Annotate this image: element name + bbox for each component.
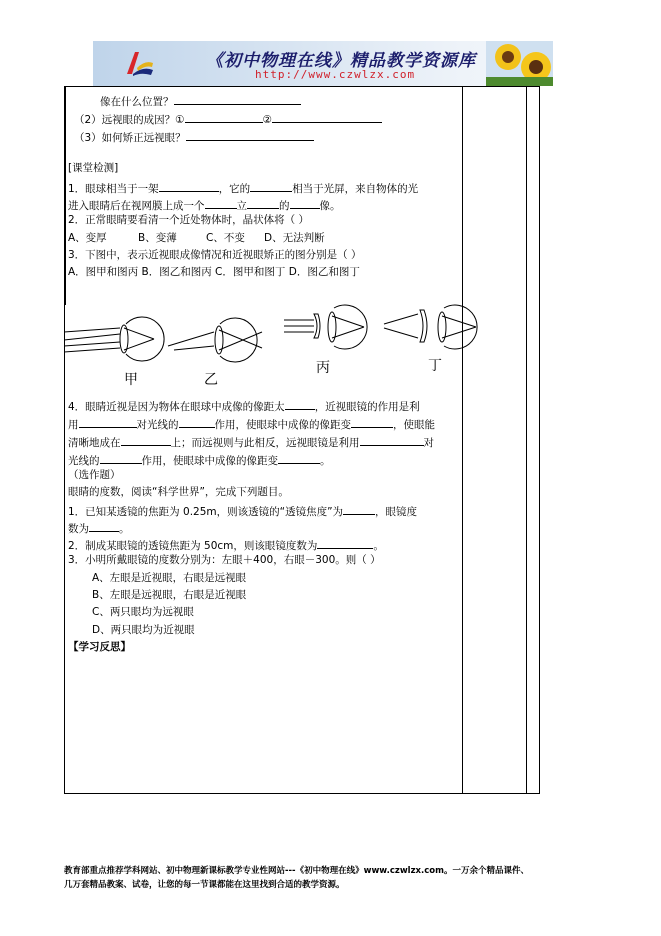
question-line: （2）远视眼的成因？① ② bbox=[74, 111, 382, 127]
question-line: 4．眼睛近视是因为物体在眼球中成像的像距太 ，近视眼镜的作用是利 bbox=[68, 398, 420, 414]
logo-icon bbox=[123, 48, 155, 80]
options-line: A、变厚 B、变薄 C、不变 D、无法判断 bbox=[68, 232, 325, 244]
question-line: 2．正常眼睛要看清一个近处物体时，晶状体将（ ） bbox=[68, 214, 310, 226]
figure-label-yi: 乙 bbox=[204, 372, 218, 388]
question-line: 进入眼睛后在视网膜上成一个 立 的 像。 bbox=[68, 197, 341, 213]
options-line: A．图甲和图丙 B．图乙和图丙 C．图甲和图丁 D．图乙和图丁 bbox=[68, 266, 360, 278]
eye-diagram-yi bbox=[168, 318, 262, 362]
option-b: B、左眼是远视眼，右眼是近视眼 bbox=[92, 589, 247, 601]
banner-title: 《初中物理在线》精品教学资源库 bbox=[206, 51, 476, 71]
figure-label-ding: 丁 bbox=[428, 358, 442, 374]
header-banner bbox=[93, 41, 553, 86]
section-heading: [课堂检测] bbox=[68, 162, 119, 174]
eye-diagram-bing bbox=[284, 305, 367, 349]
question-line: 1．已知某透镜的焦距为 0.25m，则该透镜的“透镜焦度”为 ，眼镜度 bbox=[68, 503, 417, 519]
intro-line: 眼睛的度数，阅读“科学世界”，完成下列题目。 bbox=[68, 486, 289, 498]
section-heading: （选作题） bbox=[68, 469, 121, 481]
table-left-border bbox=[65, 87, 66, 305]
footer-line-1: 教育部重点推荐学科网站、初中物理新课标教学专业性网站---《初中物理在线》www.czwlzx.com。一万余个精品课件、 bbox=[64, 866, 529, 876]
column-divider-right bbox=[526, 87, 527, 793]
eye-diagram-ding bbox=[384, 305, 477, 349]
option-c: C、两只眼均为远视眼 bbox=[92, 606, 194, 618]
eye-diagram-jia bbox=[64, 317, 164, 361]
section-heading: 【学习反思】 bbox=[68, 641, 131, 653]
question-line: 数为 。 bbox=[68, 520, 130, 536]
question-line: 清晰地成在 上；而远视则与此相反，远视眼镜是利用 对 bbox=[68, 434, 434, 450]
question-line: （3）如何矫正远视眼？ bbox=[74, 129, 314, 145]
question-line: 光线的 作用，使眼球中成像的像距变 。 bbox=[68, 452, 331, 468]
sunflower-icon bbox=[486, 41, 553, 86]
figure-label-bing: 丙 bbox=[316, 360, 330, 376]
option-a: A、左眼是近视眼，右眼是远视眼 bbox=[92, 572, 247, 584]
question-line: 3．下图中，表示近视眼成像情况和近视眼矫正的图分别是（ ） bbox=[68, 249, 362, 261]
question-line: 用 对光线的 作用，使眼球中成像的像距变 ，使眼能 bbox=[68, 416, 435, 432]
question-line: 1．眼球相当于一架 ，它的 相当于光屏，来自物体的光 bbox=[68, 180, 418, 196]
column-divider bbox=[462, 87, 463, 793]
question-line: 3．小明所戴眼镜的度数分别为：左眼＋400，右眼－300。则（ ） bbox=[68, 554, 381, 566]
question-line: 像在什么位置？ bbox=[100, 93, 301, 109]
figure-label-jia: 甲 bbox=[124, 372, 138, 388]
option-d: D、两只眼均为近视眼 bbox=[92, 624, 195, 636]
banner-url[interactable]: http://www.czwlzx.com bbox=[255, 68, 416, 81]
footer-line-2: 几万套精品教案、试卷，让您的每一节课都能在这里找到合适的教学资源。 bbox=[64, 880, 345, 890]
question-line: 2．制成某眼镜的透镜焦距为 50cm，则该眼镜度数为 。 bbox=[68, 537, 384, 553]
